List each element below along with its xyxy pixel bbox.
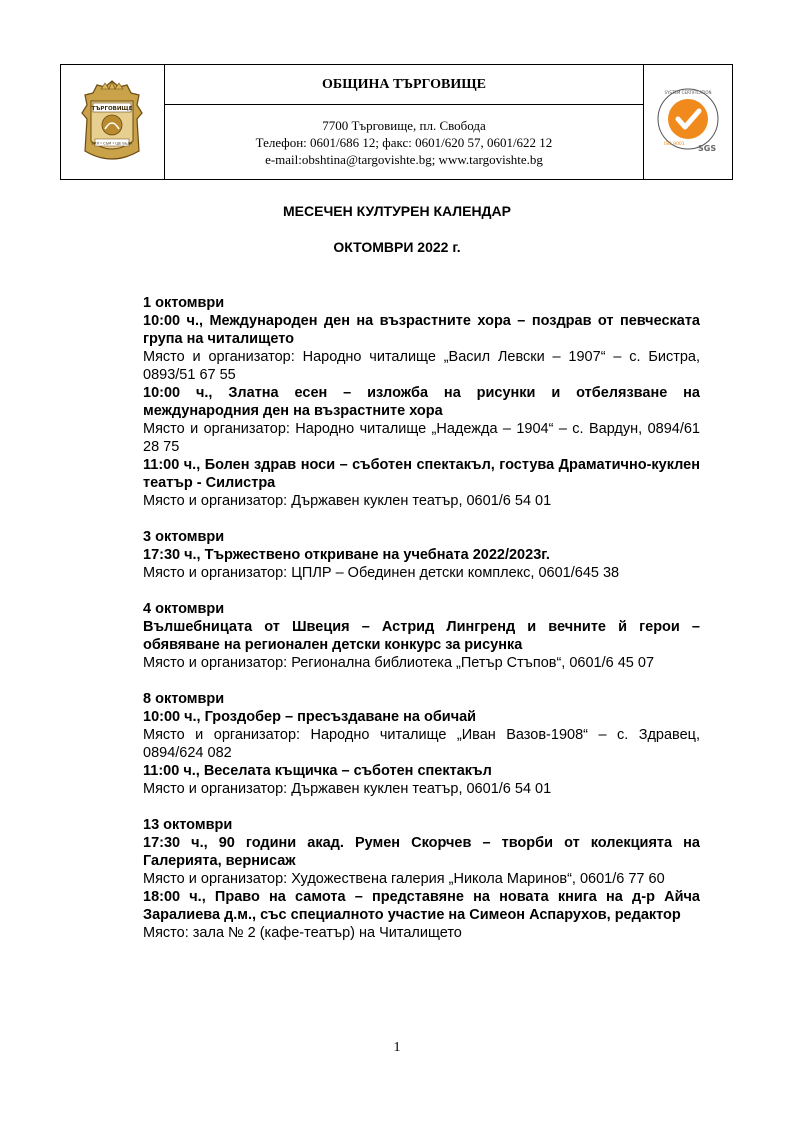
- svg-text:БИЛ • СЪМ • ЩЕ БЪДА: БИЛ • СЪМ • ЩЕ БЪДА: [91, 141, 133, 146]
- calendar-section: [143, 600, 700, 672]
- calendar-section: [143, 528, 700, 582]
- document-subtitle: ОКТОМВРИ 2022 г.: [333, 239, 461, 255]
- svg-text:SGS: SGS: [698, 144, 717, 153]
- calendar-section: [143, 690, 700, 798]
- municipal-crest-logo: [79, 79, 145, 167]
- calendar-content: [143, 294, 700, 960]
- iso-certification-logo: [652, 85, 724, 157]
- section-date: 4 октомври: [143, 601, 225, 617]
- event-title: 10:00 ч., Гроздобер – пресъздаване на обичай: [143, 709, 477, 725]
- event-title: 17:30 ч., 90 години акад. Румен Скорчев – творби от колекцията на Галерията, вернисаж: [143, 835, 700, 869]
- event-title: Вълшебницата от Швеция – Астрид Лингренд и вечните й герои – обявяване на регионален детски конкурс за рисунка: [143, 619, 700, 653]
- event-title: 11:00 ч., Болен здрав носи – съботен спектакъл, гостува Драматично-куклен театър - Силистра: [143, 457, 700, 491]
- event-title: 10:00 ч., Златна есен – изложба на рисунки и отбелязване на международния ден на възрастните хора: [143, 385, 700, 419]
- event-title: 18:00 ч., Право на самота – представяне на новата книга на д-р Айча Заралиева д.м., със специалното участие на Симеон Аспарухов, редактор: [143, 889, 700, 923]
- contact-block: [164, 105, 644, 179]
- page-number: 1: [393, 1040, 401, 1055]
- event-place: Място и организатор: Държавен куклен театър, 0601/6 54 01: [143, 781, 552, 797]
- phone-text: Телефон: 0601/686 12; факс: 0601/620 57, 0601/622 12: [255, 135, 553, 150]
- event-title: 17:30 ч., Тържествено откриване на учебната 2022/2023г.: [143, 547, 550, 563]
- event-place: Място и организатор: Народно читалище „Васил Левски – 1907“ – с. Бистра, 0893/51 67 55: [143, 349, 700, 383]
- event-title: 10:00 ч., Международен ден на възрастните хора – поздрав от певческата група на читалището: [143, 313, 700, 347]
- section-date: 13 октомври: [143, 817, 233, 833]
- org-name: ОБЩИНА ТЪРГОВИЩЕ: [164, 65, 644, 105]
- event-place: Място и организатор: ЦПЛР – Обединен детски комплекс, 0601/645 38: [143, 565, 620, 581]
- crest-cell: [61, 65, 165, 179]
- svg-text:SYSTEM CERTIFICATION: SYSTEM CERTIFICATION: [664, 90, 712, 95]
- address-text: 7700 Търговище, пл. Свобода: [322, 118, 486, 133]
- iso-cell: [643, 65, 732, 179]
- event-title: 11:00 ч., Веселата къщичка – съботен спектакъл: [143, 763, 492, 779]
- document-title: МЕСЕЧЕН КУЛТУРЕН КАЛЕНДАР: [283, 203, 511, 219]
- calendar-section: [143, 816, 700, 942]
- email-text: e-mail:obshtina@targovishte.bg; www.targovishte.bg: [265, 152, 543, 167]
- section-date: 8 октомври: [143, 691, 225, 707]
- section-date: 1 октомври: [143, 295, 225, 311]
- svg-text:ТЪРГОВИЩЕ: ТЪРГОВИЩЕ: [91, 106, 133, 112]
- section-date: 3 октомври: [143, 529, 225, 545]
- event-place: Място и организатор: Народно читалище „Надежда – 1904“ – с. Вардун, 0894/61 28 75: [143, 421, 700, 455]
- event-place: Място: зала № 2 (кафе-театър) на Читалището: [143, 925, 462, 941]
- svg-text:ISO 9001: ISO 9001: [664, 142, 685, 147]
- event-place: Място и организатор: Народно читалище „Иван Вазов-1908“ – с. Здравец, 0894/624 082: [143, 727, 700, 761]
- event-place: Място и организатор: Държавен куклен театър, 0601/6 54 01: [143, 493, 552, 509]
- calendar-section: [143, 294, 700, 510]
- event-place: Място и организатор: Художествена галерия „Никола Маринов“, 0601/6 77 60: [143, 871, 665, 887]
- event-place: Място и организатор: Регионална библиотека „Петър Стъпов“, 0601/6 45 07: [143, 655, 655, 671]
- letterhead: [60, 64, 733, 180]
